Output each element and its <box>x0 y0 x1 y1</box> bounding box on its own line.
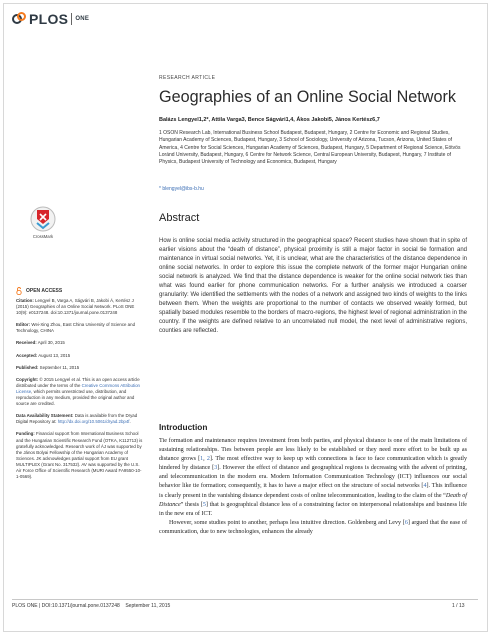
published-date: Published: September 11, 2015 <box>16 364 80 370</box>
article-type: RESEARCH ARTICLE <box>159 75 216 81</box>
journal-name: ONE <box>75 16 90 22</box>
citation-block: Citation: Lengyel B, Varga A, Ságvári B, Jakobi Á, Kertész J (2015) Geographies of an Online Social Network. PLoS ONE 10(9): e0137248. doi:10.1371/journal.pone.0137248 <box>16 298 135 316</box>
affiliations: 1 OSON Research Lab, International Business School Budapest, Budapest, Hungary, 2 Centre for Economic and Regional Studies, Hungarian Academy of Sciences, Budapest, Hungary, 3 School of Sociology, University of Arizona, Tucson, Arizona, United States of America, 4 Centre for Social Sciences, Hungarian Academy of Sciences, Budapest, Hungary, 5 Department of Regional Science, Eötvös Loránd University, Budapest, Hungary, 6 Centre for Network Science, Central European University, Budapest, Hungary, 7 Institute of Physics, Budapest University of Technology and Economics, Budapest, Hungary <box>159 130 461 166</box>
copyright-block: Copyright: © 2015 Lengyel et al. This is an open access article distributed under the terms of the Creative Commons Attribution License, which permits unrestricted use, distribution, and reproduction in any medium, provided the original author and source are credited. <box>16 376 140 407</box>
reference-link[interactable]: 4 <box>423 483 427 490</box>
crossmark-label: CrossMark <box>32 234 54 239</box>
plos-one-logo[interactable] <box>12 11 89 27</box>
received-date: Received: April 30, 2015 <box>16 340 65 346</box>
reference-link[interactable]: 1 <box>200 456 204 463</box>
accepted-date: Accepted: August 13, 2015 <box>16 352 71 358</box>
author-list: Balázs Lengyel1,2*, Attila Varga3, Bence Ságvári1,4, Ákos Jakobi5, János Kertész6,7 <box>159 117 380 123</box>
reference-link[interactable]: 2 <box>206 456 210 463</box>
page-number: 1 / 13 <box>452 603 465 609</box>
abstract-heading: Abstract <box>159 212 200 224</box>
article-info-sidebar <box>16 298 144 486</box>
dryad-link[interactable]: http://dx.doi.org/10.5061/dryad.2bp4f <box>57 419 130 425</box>
reference-link[interactable]: 3 <box>214 465 218 472</box>
reference-link[interactable]: 5 <box>202 501 206 508</box>
abstract-text: How is online social media activity structured in the geographical space? Recent studies have shown that in spite of earlier visions about the “death of distance”, physical proximity is still a major factor in social tie formation and maintenance in virtual social networks. Yet, it is unclear, what are the characteristics of the distance dependence in online social networks. In order to explore this issue the complete network of the former major Hungarian online social network is analyzed. We find that the distance dependence is weaker for the online social network ties than what was found earlier for phone communication networks. For a further analysis we introduced a coarser granularity: We identified the settlements with the nodes of a network and assigned two kinds of weights to the links between them. When the weights are proportional to the number of contacts we observed weakly formed, but spatially based modules resemble to the borders of macro-regions, the highest level of regional administration in the country. If the weights are defined relative to an uncorrelated null model, the next level of administrative regions, counties are reflected. <box>159 238 467 335</box>
introduction-heading: Introduction <box>159 422 208 432</box>
crossmark-icon[interactable] <box>30 206 56 232</box>
logo-divider <box>71 13 72 25</box>
plos-logo-icon <box>12 12 27 27</box>
brand-name: PLOS <box>29 11 69 27</box>
license-link[interactable]: Creative Commons Attribution License <box>16 382 140 394</box>
funding-block: Funding: Financial support from International Business School and the Hungarian Scientific Research Fund (OTKA, K112713) is gratefully acknowledged. Research work of ÁJ was supported by the János Bolyai Fellowship of the Hungarian Academy of Sciences. JK acknowledges partial support from EU grant MULTIPLEX (Grant No. 317532). AV was supported by the U.S. Air Force Office of Scientific Research (MURI Award FA9550-10-1-0569). <box>16 431 143 480</box>
footer-divider <box>12 599 478 600</box>
corresponding-email[interactable]: * blengyel@ibs-b.hu <box>159 186 204 192</box>
open-access-lock-icon <box>16 287 22 295</box>
data-availability-block: Data Availability Statement: Data is available from the Dryad Digital Repository at: http://dx.doi.org/10.5061/dryad.2bp4f. <box>16 413 138 425</box>
open-access-label: OPEN ACCESS <box>26 288 63 294</box>
introduction-text <box>159 437 467 537</box>
footer-citation: PLOS ONE | DOI:10.1371/journal.pone.0137248 September 11, 2015 <box>12 603 171 609</box>
article-title: Geographies of an Online Social Network <box>159 88 456 106</box>
reference-link[interactable]: 6 <box>404 519 408 526</box>
open-access-badge <box>16 287 62 295</box>
intro-paragraph-2: However, some studies point to another, perhaps less intuitive direction. Goldenberg and Levy [6] argued that the ease of communication, due to new technologies, enhances the already <box>159 519 467 535</box>
intro-paragraph-1: Tie formation and maintenance requires investment from both parties, and physical distance is one of the main limitations of sustaining relationships. Ties between people are less likely to be established or they need more effort to be built up as distance grows [1, 2]. The most effective way to keep up with connections is face to face communication which is greatly hindered by distance [3]. However the effect of distance and geographical regions is decreasing with the advent of printing, and telecommunication in the modern era. Modern Information Communication Technology (ICT) influences our social behavior like tie formation; consequently, it has to have a major effect on the structure of social networks [4]. This influence is clearly present in the vanishing distance dependent costs of online telecommunication, leading to the claim of the “Death of Distance” thesis [5] that is geographical distance less of a constraining factor on interpersonal relationships and business life in the new era of ICT. <box>159 438 468 517</box>
editor-block: Editor: Wei-Xing Zhou, East China University of Science and Technology, CHINA <box>16 322 136 334</box>
